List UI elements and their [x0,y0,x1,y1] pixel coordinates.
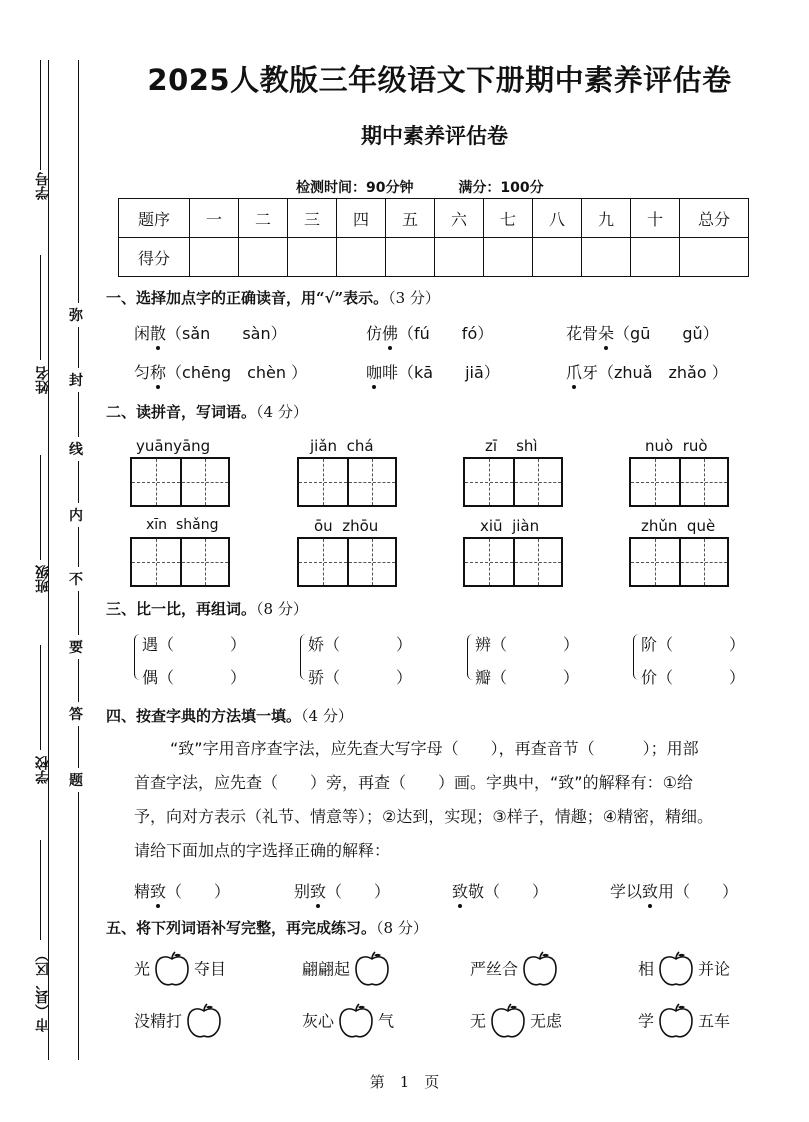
q4-item-text: 精 [134,882,151,901]
q3-pair-word: 瓣（ [475,668,508,687]
q5-item-prefix: 光 [134,959,151,979]
score-cell: 七 [484,199,533,238]
q3-pair-word: 娇（ [308,635,341,654]
q4-dotted-char: 致 [150,882,167,901]
margin-field-name: 姓名 [35,366,51,394]
q2-tian-grid-4[interactable] [629,457,729,507]
score-input-cell[interactable] [631,238,680,277]
q1-item-2[interactable] [366,321,493,344]
seal-char-8: 题 [69,768,83,792]
margin-line-outer [48,60,49,1060]
q5-item-prefix: 严丝合 [470,959,519,979]
q1-dotted-char: 佛 [382,324,399,343]
q1-heading-text: 一、选择加点字的正确读音，用“√”表示。 [106,289,389,307]
q3-pair-word: 偶（ [142,668,175,687]
q3-pair-word: 辨（ [475,635,508,654]
score-cell: 总分 [680,199,749,238]
q4-answer-paren: （ ） [326,882,391,901]
score-label: 满分：100分 [458,180,544,196]
score-cell: 三 [288,199,337,238]
q1-item-options: （sǎn sàn） [166,324,287,343]
q4-answer-paren: 敬（ ） [468,882,549,901]
q1-item-options: （chēng chèn ） [166,363,308,382]
score-cell: 八 [533,199,582,238]
time-label: 检测时间：90分钟 [296,180,414,196]
score-cell: 一 [190,199,239,238]
q1-points: （3 分） [388,289,440,307]
exam-meta [296,177,584,197]
apple-blank-icon[interactable] [656,950,696,990]
q1-item-options: （gū gǔ） [614,324,719,343]
q2-tian-grid-6[interactable] [297,537,397,587]
q4-heading-text: 四、按查字典的方法填一填。 [106,707,302,725]
score-cell: 题序 [119,199,190,238]
q2-pinyin-7: xiū jiàn [480,517,540,535]
q4-item-text: 别 [294,882,311,901]
score-cell: 十 [631,199,680,238]
q5-item-suffix: 夺目 [194,959,227,979]
q5-heading-text: 五、将下列词语补写完整，再完成练习。 [106,919,377,937]
seal-char-7: 答 [69,702,83,726]
q1-item-6[interactable] [566,360,728,383]
q2-heading-text: 二、读拼音，写词语。 [106,403,257,421]
score-input-cell[interactable] [288,238,337,277]
score-table [118,198,749,277]
q1-item-text: 匀 [134,363,151,382]
brace-icon [134,634,141,680]
q1-item-text: 闲 [134,324,151,343]
exam-title: 2025人教版三年级语文下册期中素养评估卷 [147,63,732,97]
q1-item-text: 花骨 [566,324,599,343]
q5-item-prefix: 翩翩起 [302,959,351,979]
q1-heading [106,287,440,308]
score-cell: 二 [239,199,288,238]
score-cell: 五 [386,199,435,238]
q5-item-prefix: 相 [638,959,655,979]
apple-blank-icon[interactable] [336,1002,376,1042]
q3-close-paren: ） [729,668,746,687]
score-table-score-row [119,238,749,277]
q1-dotted-char: 散 [150,324,167,343]
q2-pinyin-2: jiǎn chá [310,437,374,455]
brace-icon [467,634,474,680]
apple-blank-icon[interactable] [520,950,560,990]
q1-item-options: （kā jiā） [398,363,500,382]
seal-char-3: 线 [69,437,83,461]
q5-item-prefix: 灰心 [302,1011,335,1031]
q3-close-paren: ） [230,668,247,687]
q5-item-prefix: 学 [638,1011,655,1031]
q3-pair-4[interactable] [641,632,751,688]
margin-fill-line-4 [40,645,41,750]
score-input-cell[interactable] [190,238,239,277]
q3-close-paren: ） [230,635,247,654]
apple-blank-icon[interactable] [152,950,192,990]
score-input-cell[interactable] [337,238,386,277]
q2-pinyin-6: ōu zhōu [314,517,379,535]
margin-field-city: 市（县、区） [35,948,51,1032]
q4-dotted-char: 致 [452,882,469,901]
q2-pinyin-4: nuò ruò [645,437,708,455]
q3-pair-3[interactable] [475,632,585,688]
q3-pair-1[interactable] [142,632,252,688]
q5-item-7[interactable] [470,1002,562,1042]
margin-fill-line-5 [40,840,41,940]
score-cell: 四 [337,199,386,238]
q4-dotted-char: 致 [642,882,659,901]
q2-tian-grid-5[interactable] [130,537,230,587]
q4-line-3: 予，向对方表示（礼节、情意等）；②达到，实现；③样子，情趣；④精密，精细。 [134,807,714,826]
q5-item-suffix: 气 [378,1011,395,1031]
seal-char-4: 内 [69,503,83,527]
q3-pair-word: 阶（ [641,635,674,654]
q1-dotted-char: 朵 [598,324,615,343]
q4-item-4[interactable] [610,879,738,902]
q5-item-8[interactable] [638,1002,730,1042]
q4-line-4: 请给下面加点的字选择正确的解释： [134,841,391,860]
q3-points: （8 分） [256,600,308,618]
q5-item-5[interactable] [134,1002,226,1042]
score-cell: 六 [435,199,484,238]
seal-char-2: 封 [69,368,83,392]
q1-item-options: （fú fó） [398,324,494,343]
score-input-cell[interactable] [680,238,749,277]
q3-close-paren: ） [396,635,413,654]
q5-heading [106,917,428,938]
q5-item-1[interactable] [134,950,226,990]
score-input-cell[interactable] [533,238,582,277]
q4-line-1: “致”字用音序查字法，应先查大写字母（ ），再查音节（ ）；用部 [170,739,699,758]
q1-dotted-char: 爪 [566,363,583,382]
score-input-cell[interactable] [435,238,484,277]
q4-item-2[interactable] [294,879,390,902]
q5-item-4[interactable] [638,950,730,990]
q3-heading [106,598,308,619]
q3-pair-word: 骄（ [308,668,341,687]
q1-item-text: 仿 [366,324,383,343]
brace-icon [633,634,640,680]
margin-field-class: 班级 [35,565,51,593]
page-number: 第 1 页 [369,1073,440,1091]
q2-tian-grid-1[interactable] [130,457,230,507]
q5-item-3[interactable] [470,950,562,990]
margin-line-inner [78,60,79,1060]
q3-close-paren: ） [563,635,580,654]
q3-pair-2[interactable] [308,632,418,688]
q2-heading [106,401,308,422]
score-input-cell[interactable] [386,238,435,277]
q2-pinyin-5: xīn shǎng [146,517,219,533]
q5-item-2[interactable] [302,950,394,990]
score-cell: 九 [582,199,631,238]
q3-pair-word: 价（ [641,668,674,687]
exam-subtitle: 期中素养评估卷 [361,124,508,148]
q2-tian-grid-7[interactable] [463,537,563,587]
q1-item-text: 啡 [382,363,399,382]
q4-line-2: 首查字法，应先查（ ）旁，再查（ ）画。字典中，“致”的解释有：①给 [134,773,693,792]
q3-close-paren: ） [563,668,580,687]
q4-heading [106,705,353,726]
q2-tian-grid-3[interactable] [463,457,563,507]
q1-item-5[interactable] [366,360,500,383]
q5-item-prefix: 没精打 [134,1011,183,1031]
margin-field-school: 学校 [35,756,51,784]
q3-close-paren: ） [396,668,413,687]
q5-item-suffix: 并论 [698,959,731,979]
q4-points: （4 分） [301,707,353,725]
q2-tian-grid-2[interactable] [297,457,397,507]
q2-points: （4 分） [256,403,308,421]
margin-fill-line-3 [40,455,41,560]
score-input-cell[interactable] [239,238,288,277]
apple-blank-icon[interactable] [656,1002,696,1042]
q3-close-paren: ） [729,635,746,654]
q1-item-options: 牙（zhuǎ zhǎo ） [582,363,728,382]
apple-blank-icon[interactable] [184,1002,224,1042]
q4-answer-paren: 用（ ） [658,882,739,901]
seal-char-1: 弥 [69,303,83,327]
q4-paragraph [134,732,774,868]
q2-pinyin-1: yuānyāng [136,437,211,455]
q5-item-suffix: 五车 [698,1011,731,1031]
q2-tian-grid-8[interactable] [629,537,729,587]
q5-points: （8 分） [376,919,428,937]
q4-answer-paren: （ ） [166,882,231,901]
q5-item-6[interactable] [302,1002,394,1042]
q1-item-3[interactable] [566,321,719,344]
score-table-header-row [119,199,749,238]
apple-blank-icon[interactable] [488,1002,528,1042]
q1-dotted-char: 称 [150,363,167,382]
seal-char-6: 要 [69,635,83,659]
score-row-label: 得分 [119,238,190,277]
margin-field-student-id: 学号 [35,172,51,200]
q5-item-prefix: 无 [470,1011,487,1031]
q1-item-1[interactable] [134,321,287,344]
q4-item-3[interactable] [452,879,548,902]
seal-char-5: 不 [69,567,83,591]
q4-dotted-char: 致 [310,882,327,901]
q3-pair-word: 遇（ [142,635,175,654]
q5-item-suffix: 无虑 [530,1011,563,1031]
q1-dotted-char: 咖 [366,363,383,382]
q4-item-1[interactable] [134,879,230,902]
q1-item-4[interactable] [134,360,307,383]
margin-fill-line-2 [40,255,41,360]
q3-heading-text: 三、比一比，再组词。 [106,600,257,618]
q2-pinyin-3: zī shì [485,437,538,455]
score-input-cell[interactable] [484,238,533,277]
q4-item-text: 学以 [610,882,643,901]
brace-icon [300,634,307,680]
score-input-cell[interactable] [582,238,631,277]
q2-pinyin-8: zhǔn què [641,517,716,535]
apple-blank-icon[interactable] [352,950,392,990]
